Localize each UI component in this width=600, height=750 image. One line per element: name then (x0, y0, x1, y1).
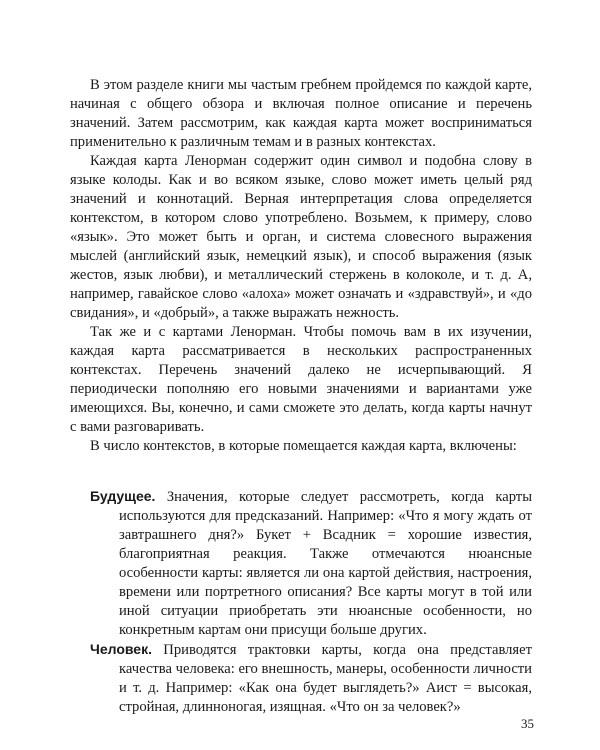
main-text (70, 76, 532, 456)
definition-future (90, 487, 532, 640)
paragraph-intro: В этом разделе книги мы частым гребнем пройдемся по каждой карте, начиная с общего обзора и включая полное описание и перечень значений. Затем рассмотрим, как каждая карта может восприниматься применительно к различным темам и в разных контекстах. (70, 77, 532, 150)
definition-text: Значения, которые следует рассмотреть, когда карты используются для предсказаний. Например: «Что я могу ждать от завтрашнего дня?» Букет + Всадник = хорошие известия, благоприятная реакция. Также отмечаются нюансные особенности карты: является ли она картой действия, настроения, времени или портретного описания? Все карты могут в той или иной ситуации приобретать эти нюансные особенности, но конкретным картам они присущи больше других. (119, 489, 532, 638)
definition-text: Приводятся трактовки карты, когда она представляет качества человека: его внешность, манеры, особенности личности и т. д. Например: «Как она будет выглядеть?» Аист = высокая, стройная, длинноногая, изящная. «Что он за человек?» (119, 642, 532, 715)
paragraph-contexts: Так же и с картами Ленорман. Чтобы помочь вам в их изучении, каждая карта рассматривается в нескольких распространенных контекстах. Перечень значений далеко не исчерпывающий. Я периодически пополняю его новыми значениями и вариантами уже имеющихся. Вы, конечно, и сами сможете это делать, когда карты начнут с вами разговаривать. (70, 324, 532, 435)
page-number: 35 (521, 716, 534, 731)
definition-list (90, 487, 532, 717)
definition-term: Человек. (90, 641, 152, 657)
paragraph-language: Каждая карта Ленорман содержит один символ и подобна слову в языке колоды. Как и во всяком языке, слово может иметь целый ряд значений и коннотаций. Верная интерпретация слова определяется контекстом, в котором слово употреблено. Возьмем, к примеру, слово «язык». Это может быть и орган, и система словесного выражения мыслей (английский язык, немецкий язык), и способ выражения (язык жестов, язык любви), и металлический стержень в колоколе, и т. д. А, например, гавайское слово «алоха» может означать и «здравствуй», и «до свидания», и «добрый», а также выражать нежность. (70, 153, 532, 321)
paragraph-list-intro: В число контекстов, в которые помещается каждая карта, включены: (90, 438, 517, 454)
definition-term: Будущее. (90, 488, 156, 504)
definition-person (90, 640, 532, 717)
